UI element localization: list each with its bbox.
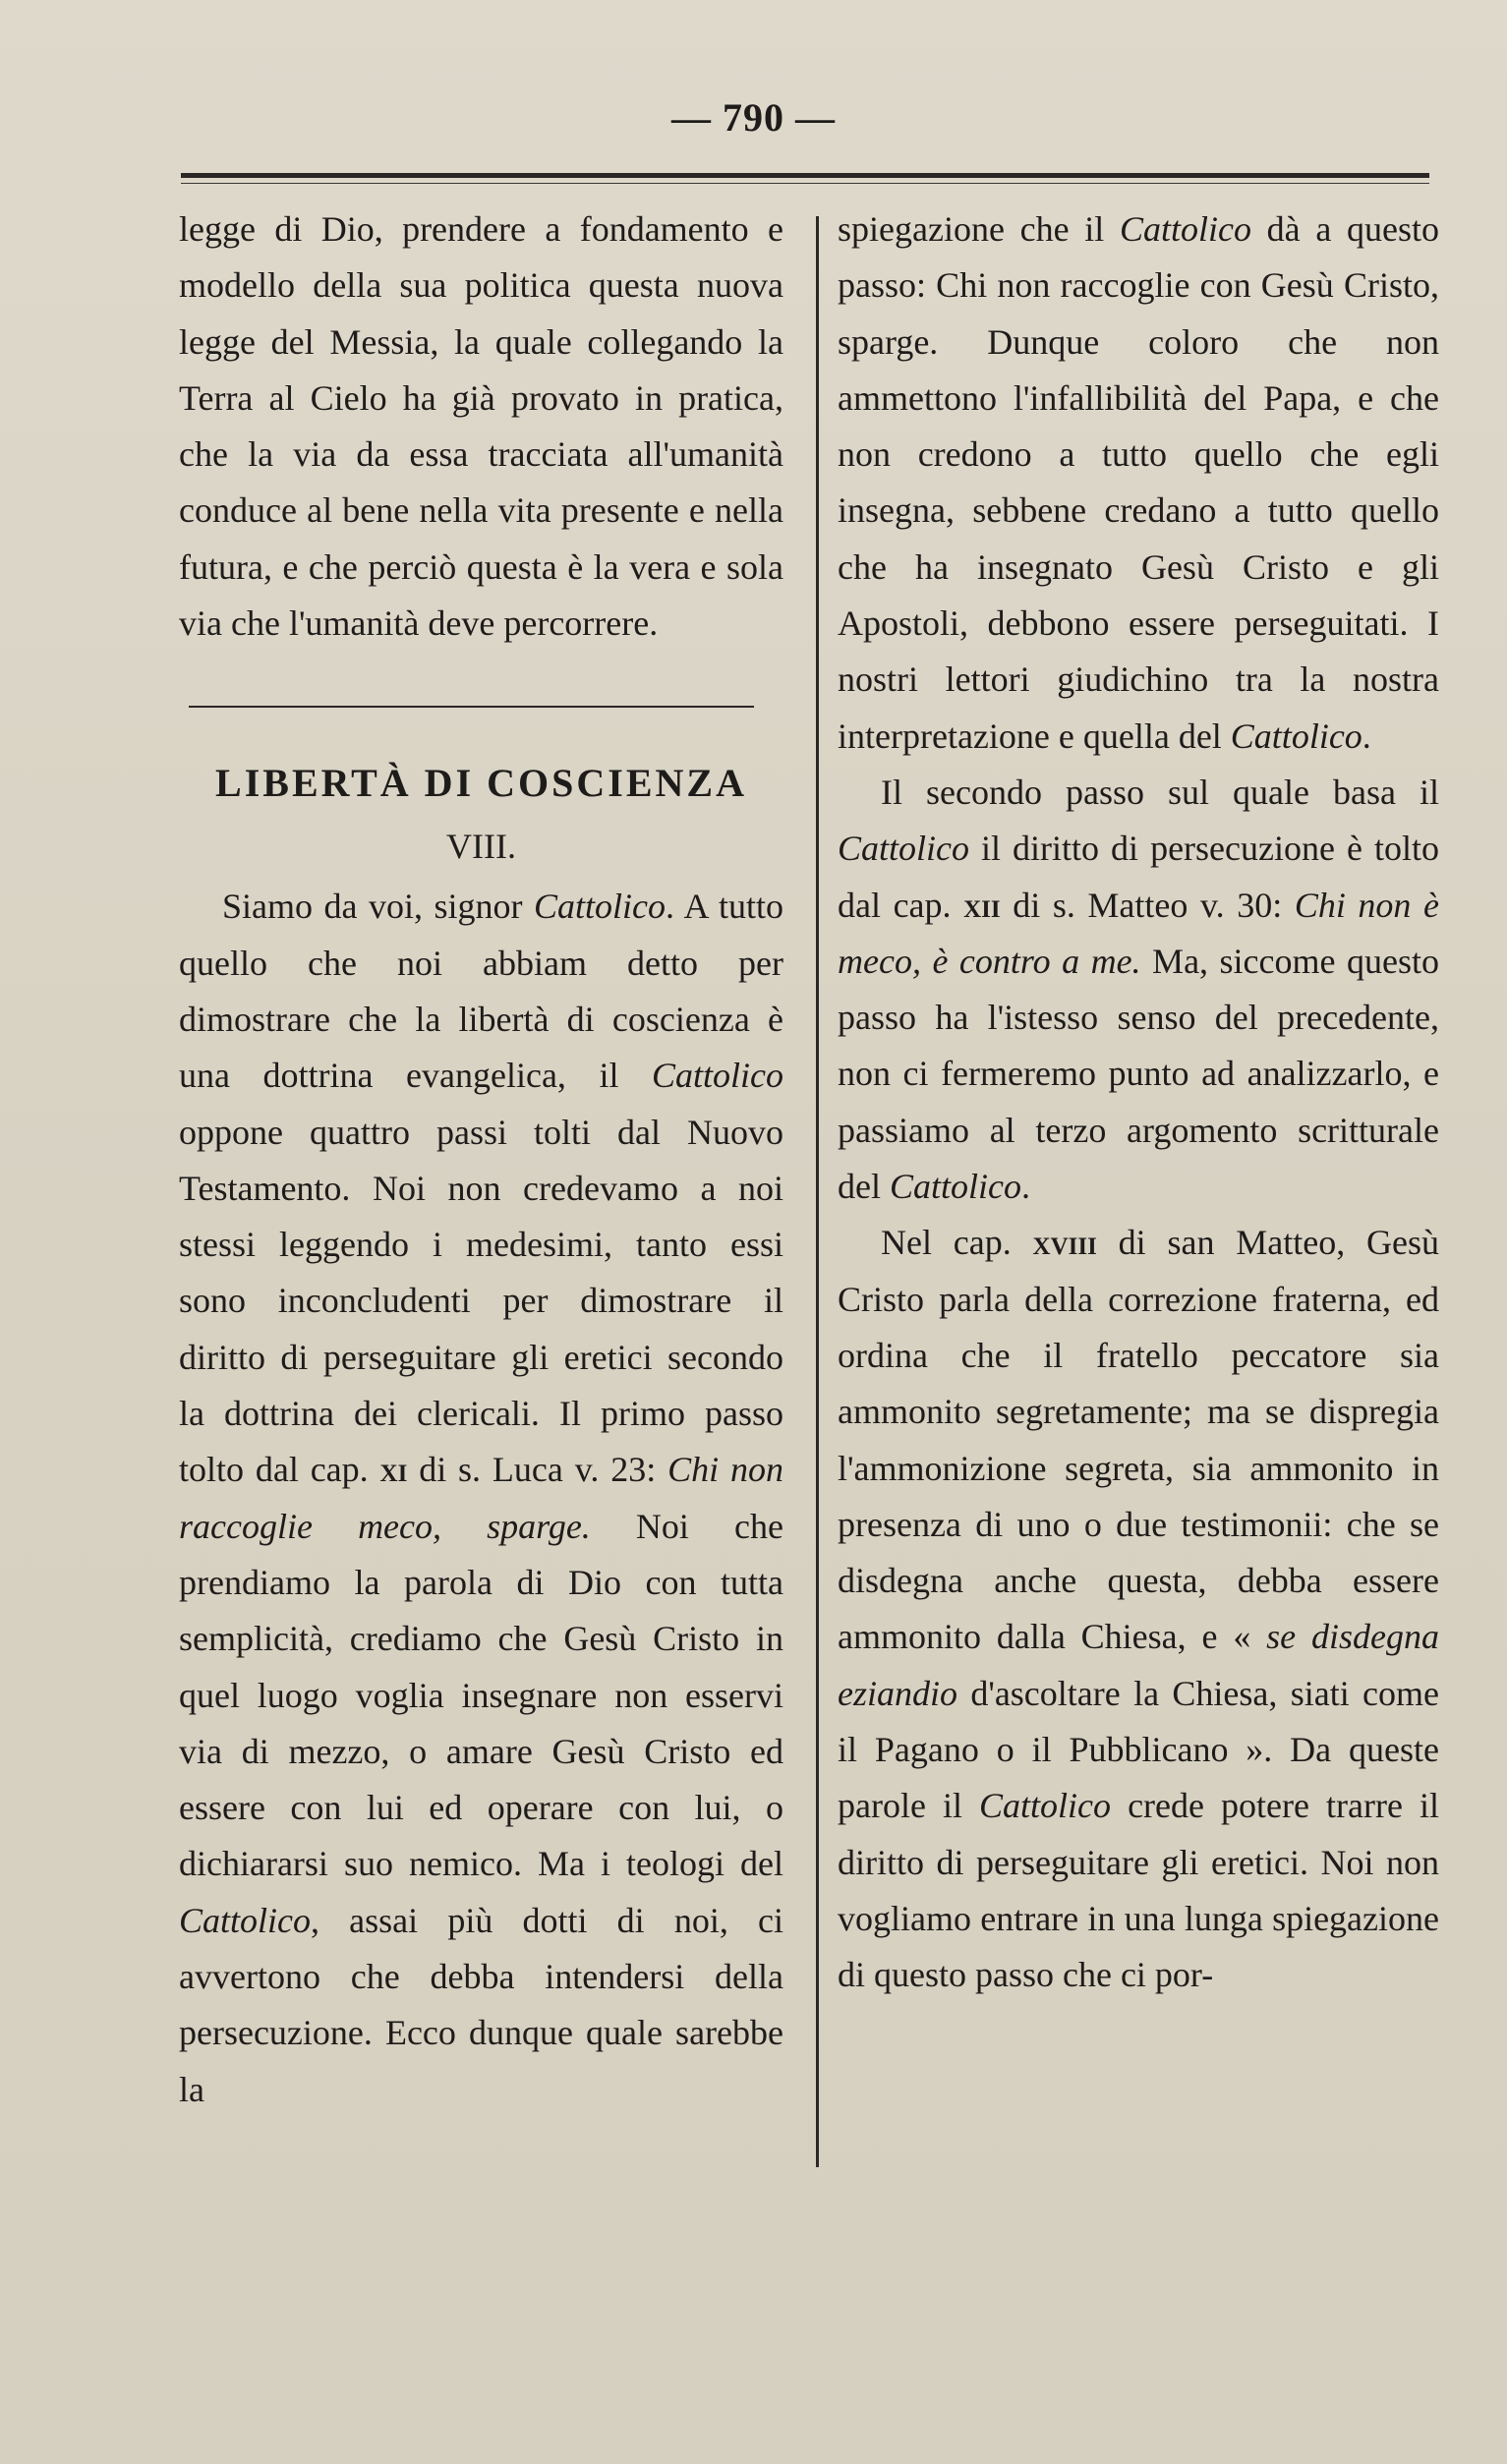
column-divider	[816, 216, 819, 2167]
page-number: — 790 —	[671, 95, 836, 140]
left-paragraph-1: legge di Dio, prendere a fondamento e modello della sua politica questa nuova legge del Messia, la quale collegando la Terra al Cielo ha già provato in pratica, che la via da essa tracciata all'umanità conduce al bene nella vita presente e nella futura, e che perciò questa è la vera e sola via che l'umanità deve percorrere.	[179, 209, 783, 644]
section-title: LIBERTÀ DI COSCIENZA	[215, 761, 747, 806]
left-paragraph-2: Siamo da voi, signor Cattolico. A tutto quello che noi abbiam detto per dimostrare che la libertà di coscienza è una dottrina evangelica, il Cattolico oppone quattro passi tolti dal Nuovo Testamento. Noi non credevamo a noi stessi leggendo i medesimi, tanto essi sono inconcludenti per dimostrare il diritto di perseguitare gli eretici secondo la dottrina dei clericali. Il primo passo tolto dal cap. xi di s. Luca v. 23: Chi non raccoglie meco, sparge. Noi che prendiamo la parola di Dio con tutta semplicità, crediamo che Gesù Cristo in quel luogo voglia insegnare non esservi via di mezzo, o amare Gesù Cristo ed essere con lui ed operare con lui, o dichiararsi suo nemico. Ma i teologi del Cattolico, assai più dotti di noi, ci avvertono che debba intendersi della persecuzione. Ecco dunque quale sarebbe la	[179, 887, 784, 2109]
right-paragraph-1: spiegazione che il Cattolico dà a questo passo: Chi non raccoglie con Gesù Cristo, sparge. Dunque coloro che non ammettono l'infallibilità del Papa, e che non credono a tutto quello che egli insegna, sebbene credano a tutto quello che ha insegnato Gesù Cristo e gli Apostoli, debbono essere perseguitati. I nostri lettori giudichino tra la nostra interpretazione e quella del Cattolico.	[838, 209, 1439, 756]
section-separator	[189, 706, 754, 708]
header-rule	[181, 173, 1429, 178]
right-paragraph-2: Il secondo passo sul quale basa il Cattolico il diritto di persecuzione è tolto dal cap. xii di s. Matteo v. 30: Chi non è meco, è contro a me. Ma, siccome questo passo ha l'istesso senso del precedente, non ci fermeremo punto ad analizzarlo, e passiamo al terzo argomento scritturale del Cattolico.	[838, 772, 1439, 1207]
right-column	[838, 201, 1439, 2004]
section-number: VIII.	[446, 827, 516, 867]
header-rule-thin	[181, 183, 1429, 184]
left-column	[179, 201, 783, 2118]
right-paragraph-3: Nel cap. xviii di san Matteo, Gesù Cristo parla della correzione fraterna, ed ordina che il fratello peccatore sia ammonito segretamente; ma se dispregia l'ammonizione segreta, sia ammonito in presenza di uno o due testimonii: che se disdegna anche questa, debba essere ammonito dalla Chiesa, e « se disdegna eziandio d'ascoltare la Chiesa, siati come il Pagano o il Pubblicano ». Da queste parole il Cattolico crede potere trarre il diritto di perseguitare gli eretici. Noi non vogliamo entrare in una lunga spiegazione di questo passo che ci por-	[838, 1223, 1440, 1995]
